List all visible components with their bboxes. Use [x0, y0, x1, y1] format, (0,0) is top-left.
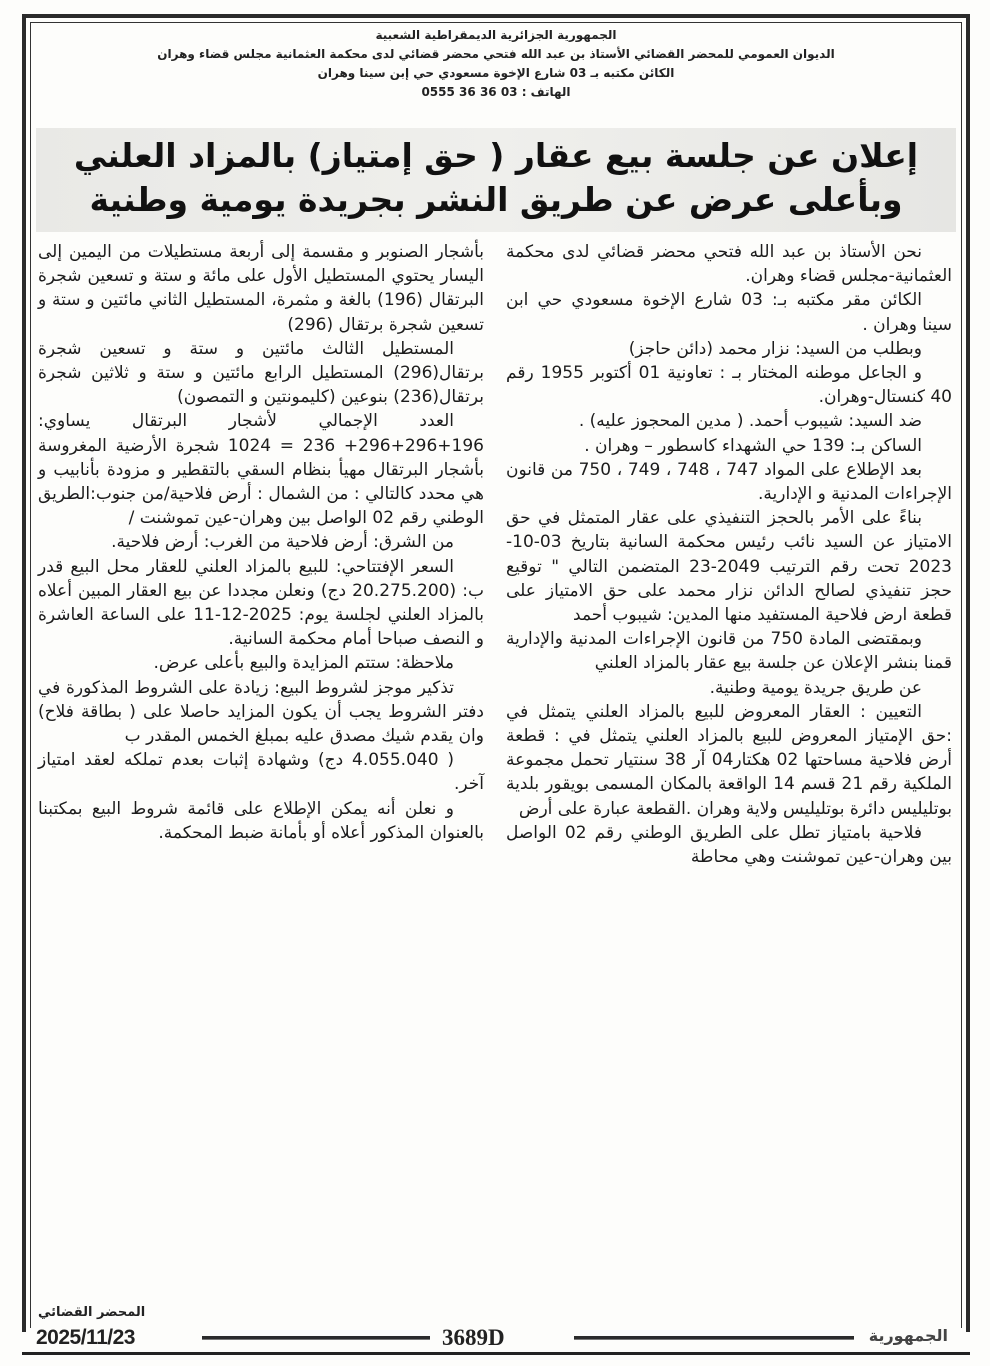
paragraph: ضد السيد: شيبوب أحمد. ( مدين المحجوز عليه) . [578, 411, 922, 432]
republic-name: الجمهورية الجزائرية الديمقراطية الشعبية [375, 28, 617, 42]
left-text-column [38, 240, 484, 845]
paragraph: الكائن مقر مكتبه بـ: 03 شارع الإخوة مسعودي حي ابن سينا وهران . [506, 290, 952, 335]
paragraph: وبمقتضى المادة 750 من قانون الإجراءات المدنية والإدارية قمنا بنشر الإعلان عن جلسة بيع عقار بالمزاد العلني [506, 629, 952, 674]
announcement-title [36, 134, 956, 222]
paragraph: و نعلن أنه يمكن الإطلاع على قائمة شروط البيع بمكتبنا بالعنوان المذكور أعلاه أو بأمانة ضبط المحكمة. [38, 798, 484, 843]
paragraph: عن طريق جريدة يومية وطنية. [709, 677, 922, 698]
page-bottom-rule [22, 1352, 970, 1355]
newspaper-logo: الجمهورية [868, 1326, 948, 1345]
paragraph: نحن الأستاذ بن عبد الله فتحي محضر قضائي لدى محكمة العثمانية-مجلس قضاء وهران. [506, 242, 952, 287]
paragraph: من الشرق: أرض فلاحية من الغرب: أرض فلاحية. [111, 532, 454, 553]
paragraph: بناءً على الأمر بالحجز التنفيذي على عقار المتمثل في حق الامتياز عن السيد نائب رئيس محكمة السانية بتاريخ 03-10-2023 تحت رقم الترتيب 2049-23 المتضمن التالي " توقيع حجز تنفيذي لصالح الدائن نزار محمد على حق الامتياز على قطعة ارض فلاحية المستفيد منها المدين: شيبوب أحمد [506, 508, 952, 626]
paragraph: السعر الإفتتاحي: للبيع بالمزاد العلني للعقار محل البيع قدر ب: (20.275.200 دج) ونعلن مجددا عن بيع العقار المبين أعلاه بالمزاد العلني لجلسة يوم: 2025-12-11 على الساعة العاشرة و النصف صباحا أمام محكمة السانية. [38, 556, 484, 650]
paragraph: المستطيل الثالث مائتين و ستة و تسعين شجرة برتقال(296) المستطيل الرابع مائتين و ستة و ثلاثين شجرة برتقال(236) بنوعين (كليمونتين و التمصون) [38, 338, 484, 408]
paragraph: ( 4.055.040 دج) وشهادة إثبات بعدم تملكه لعقد امتياز آخر. [38, 750, 484, 795]
bailiff-signature: المحضر القضائي [38, 1305, 146, 1320]
paragraph: بأشجار الصنوبر و مقسمة إلى أربعة مستطيلات من اليمين إلى اليسار يحتوي المستطيل الأول على مائة و ستة و تسعين شجرة البرتقال (196) بالغة و مثمرة، المستطيل الثاني مائتين و ستة و تسعين شجرة برتقال (296) [38, 242, 485, 335]
paragraph: بعد الإطلاع على المواد 747 ، 748 ، 749 ، 750 من قانون الإجراءات المدنية و الإدارية. [506, 459, 952, 505]
issue-number: 3689D [442, 1325, 505, 1350]
page-footer [22, 1326, 970, 1348]
footer-rule-right [574, 1336, 854, 1340]
paragraph: وبطلب من السيد: نزار محمد (دائن حاجز) [628, 338, 922, 359]
office-address: الكائن مكتبه بـ 03 شارع الإخوة مسعودي حي إبن سينا وهران [317, 66, 675, 80]
paragraph: العدد الإجمالي لأشجار البرتقال يساوي: 196+296+296+ 236 = 1024 شجرة الأرضية المغروسة بأشجار البرتقال مهيأ بنظام السقي بالتقطير و مزودة بأنابيب و هي محدد كالتالي : من الشمال : أرض فلاحية/من جنوب:الطريق الوطني رقم 02 الواصل بين وهران-عين تموشنت / [38, 411, 484, 529]
publication-date: 2025/11/23 [36, 1326, 135, 1349]
paragraph: فلاحية بامتياز تطل على الطريق الوطني رقم 02 الواصل بين وهران-عين تموشنت وهي محاطة [506, 822, 952, 868]
title-line-2: وبأعلى عرض عن طريق النشر بجريدة يومية وطنية [89, 180, 903, 219]
paragraph: تذكير موجز لشروط البيع: زيادة على الشروط المذكورة في دفتر الشروط يجب أن يكون المزايد حاصلا على ( بطاقة فلاح) وان يقدم شيك مصدق عليه بمبلغ الخمس المقدر ب [38, 677, 484, 747]
office-name: الديوان العمومي للمحضر القضائي الأستاذ بن عبد الله فتحي محضر قضائي لدى محكمة العثمانية مجلس قضاء وهران [157, 47, 835, 61]
paragraph: و الجاعل موطنه المختار بـ : تعاونية 01 أكتوبر 1955 رقم 40 كنستال-وهران. [506, 363, 952, 408]
paragraph: ملاحظة: ستتم المزايدة والبيع بأعلى عرض. [153, 653, 454, 674]
right-text-column [506, 240, 952, 869]
paragraph: التعيين : العقار المعروض للبيع بالمزاد العلني يتمثل في :حق الإمتياز المعروض للبيع بالمزاد العلني يتمثل في : قطعة أرض فلاحية مساحتها 02 هكتار04 آر 38 سنتيار تحمل مجموعة الملكية رقم 21 قسم 14 الواقعة بالمكان المسمى بويقور بلدية بوتليليس دائرة بوتليليس ولاية وهران .القطعة عبارة على أرض [506, 701, 953, 819]
footer-rule-left [202, 1336, 430, 1340]
bailiff-office-header [34, 26, 958, 102]
title-line-1: إعلان عن جلسة بيع عقار ( حق إمتياز) بالمزاد العلني [73, 136, 919, 175]
office-phone: الهاتف : 03 36 36 0555 [421, 85, 571, 99]
paragraph: الساكن بـ: 139 حي الشهداء كاسطور – وهران . [584, 435, 922, 456]
